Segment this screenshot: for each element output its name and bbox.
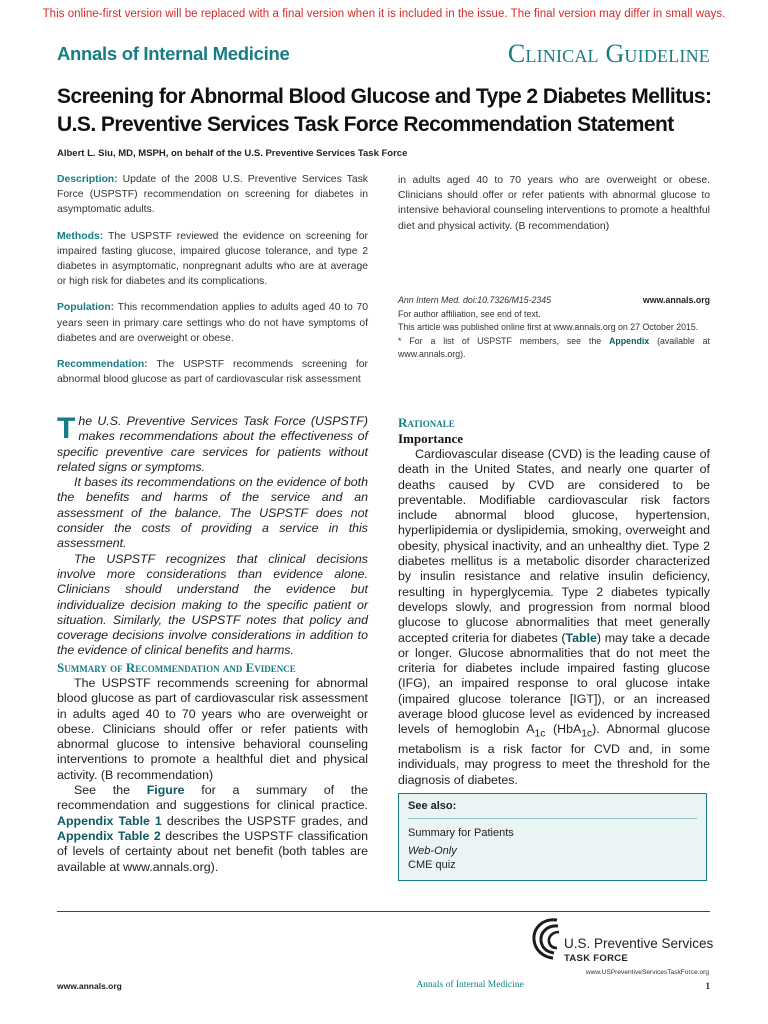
logo-name: U.S. Preventive Services — [564, 936, 714, 951]
published-note: This article was published online first at www.annals.org on 27 October 2015. — [398, 322, 699, 332]
intro-paragraph-1: The U.S. Preventive Services Task Force (USPSTF) makes recommendations about the effectiveness of specific preventive care services for patients without related signs or symptoms. — [57, 412, 368, 474]
drop-cap: T — [57, 412, 76, 445]
appendix-link[interactable]: Appendix — [609, 335, 650, 346]
importance-subheading: Importance — [398, 431, 463, 446]
title-line-2: U.S. Preventive Services Task Force Recommendation Statement — [57, 113, 674, 136]
abstract-right-column — [398, 173, 710, 245]
abstract-description: Description: Update of the 2008 U.S. Preventive Services Task Force (USPSTF) recommendation on screening for diabetes in asymptomatic adults. — [57, 174, 368, 216]
abstract-methods: Methods: The USPSTF reviewed the evidence on screening for impaired fasting glucose, impaired glucose tolerance, and type 2 diabetes in asymptomatic, nonpregnant adults who are at average or high risk for diabetes and its complications. — [57, 230, 368, 288]
importance-paragraph: Cardiovascular disease (CVD) is the leading cause of death in the United States, and nearly one quarter of deaths caused by CVD are considered to be preventable. Modifiable cardiovascular risk factors include abnormal blood glucose, hypertension, hyperlipidemia or dyslipidemia, smoking, overweight and obesity, physical inactivity, and an unhealthy diet. Type 2 diabetes mellitus is a metabolic disorder characterized by insulin resistance and relative insulin deficiency, resulting in hyperglycemia. Type 2 diabetes typically develops slowly, and progression from normal blood glucose to glucose abnormalities that meet generally accepted criteria for diabetes (Table) may take a decade or longer. Glucose abnormalities that do not meet the criteria for diabetes include impaired fasting glucose (IFG), an impaired response to oral glucose intake (impaired glucose tolerance [IGT]), or an increased average blood glucose level as evidenced by increased levels of hemoglobin $A_{1c}$ (HbA$_{1c}$). Abnormal glucose metabolism is a risk factor for CVD and, in some individuals, may progress to meet the threshold for the diagnosis of diabetes. — [398, 447, 710, 787]
summary-paragraph-1: The USPSTF recommends screening for abnormal blood glucose as part of cardiovascular risk assessment in adults aged 40 to 70 years who are overweight or obese. Clinicians should offer or refer patients with abnormal glucose to intensive behavioral counseling interventions to promote a healthful diet and physical activity. (B recommendation) — [57, 676, 368, 782]
abstract-population: Population: This recommendation applies to adults aged 40 to 70 years seen in primary care settings who do not have symptoms of diabetes and are overweight or obese. — [57, 302, 368, 344]
see-also-box — [398, 793, 707, 881]
summary-section — [57, 660, 368, 875]
web-only-label: Web-Only — [408, 845, 457, 857]
logo-subname: TASK FORCE — [564, 953, 629, 964]
uspstf-logo-icon — [527, 916, 563, 960]
article-title — [57, 83, 722, 139]
section-label: Clinical Guideline — [507, 39, 710, 68]
cme-quiz-link[interactable]: CME quiz — [408, 859, 456, 871]
online-first-banner: This online-first version will be replaced with a final version when it is included in the issue. The final version may differ in small ways. — [42, 8, 726, 20]
appendix-table-2-link[interactable]: Appendix Table 2 — [57, 828, 161, 843]
website-link[interactable]: www.annals.org — [642, 295, 710, 305]
figure-link[interactable]: Figure — [146, 783, 185, 798]
intro-paragraph-2: It bases its recommendations on the evidence of both the benefits and harms of the service and an assessment of the balance. The USPSTF does not consider the costs of providing a service in this assessment. — [57, 475, 368, 551]
members-note: * For a list of USPSTF members, see the Appendix (available at www.annals.org). — [398, 335, 710, 359]
affiliation-note: For author affiliation, see end of text. — [398, 308, 541, 319]
rationale-heading: Rationale — [398, 415, 455, 430]
summary-for-patients-link[interactable]: Summary for Patients — [408, 827, 514, 839]
abstract-continued: in adults aged 40 to 70 years who are overweight or obese. Clinicians should offer or refer patients with abnormal glucose to intensive behavioral counseling interventions to promote a healthful diet and physical activity. (B recommendation) — [398, 175, 710, 232]
summary-heading: Summary of Recommendation and Evidence — [57, 660, 296, 675]
intro-paragraph-3: The USPSTF recognizes that clinical decisions involve more considerations than evidence alone. Clinicians should understand the evidence but individualize decision making to the specific patient or situation. Similarly, the USPSTF notes that policy and coverage decisions involve considerations in addition to the evidence of clinical benefits and harms. — [57, 551, 368, 658]
rationale-section — [398, 415, 710, 788]
summary-paragraph-2: See the Figure for a summary of the recommendation and suggestions for clinical practice. Appendix Table 1 describes the USPSTF grades, and Appendix Table 2 describes the USPSTF classification of levels of certainty about net benefit (both tables are available at www.annals.org). — [57, 783, 368, 874]
page-number: 1 — [705, 981, 710, 991]
see-also-heading: See also: — [408, 800, 697, 819]
footer-divider — [57, 911, 710, 912]
logo-url[interactable]: www.USPreventiveServicesTaskForce.org — [585, 969, 709, 976]
abstract-recommendation: Recommendation: The USPSTF recommends screening for abnormal blood glucose as part of cardiovascular risk assessment — [57, 359, 368, 386]
footer-website[interactable]: www.annals.org — [57, 981, 122, 991]
author-line: Albert L. Siu, MD, MSPH, on behalf of the U.S. Preventive Services Task Force — [57, 148, 408, 159]
citation: Ann Intern Med. doi:10.7326/M15-2345 — [398, 295, 552, 305]
title-line-1: Screening for Abnormal Blood Glucose and Type 2 Diabetes Mellitus: — [57, 85, 712, 108]
journal-name: Annals of Internal Medicine — [57, 43, 290, 64]
appendix-table-1-link[interactable]: Appendix Table 1 — [57, 813, 162, 828]
table-link[interactable]: Table — [565, 630, 597, 645]
article-meta — [398, 294, 710, 362]
abstract-left-column — [57, 172, 368, 386]
intro-section — [57, 414, 368, 659]
footer-journal: Annals of Internal Medicine — [416, 980, 524, 990]
